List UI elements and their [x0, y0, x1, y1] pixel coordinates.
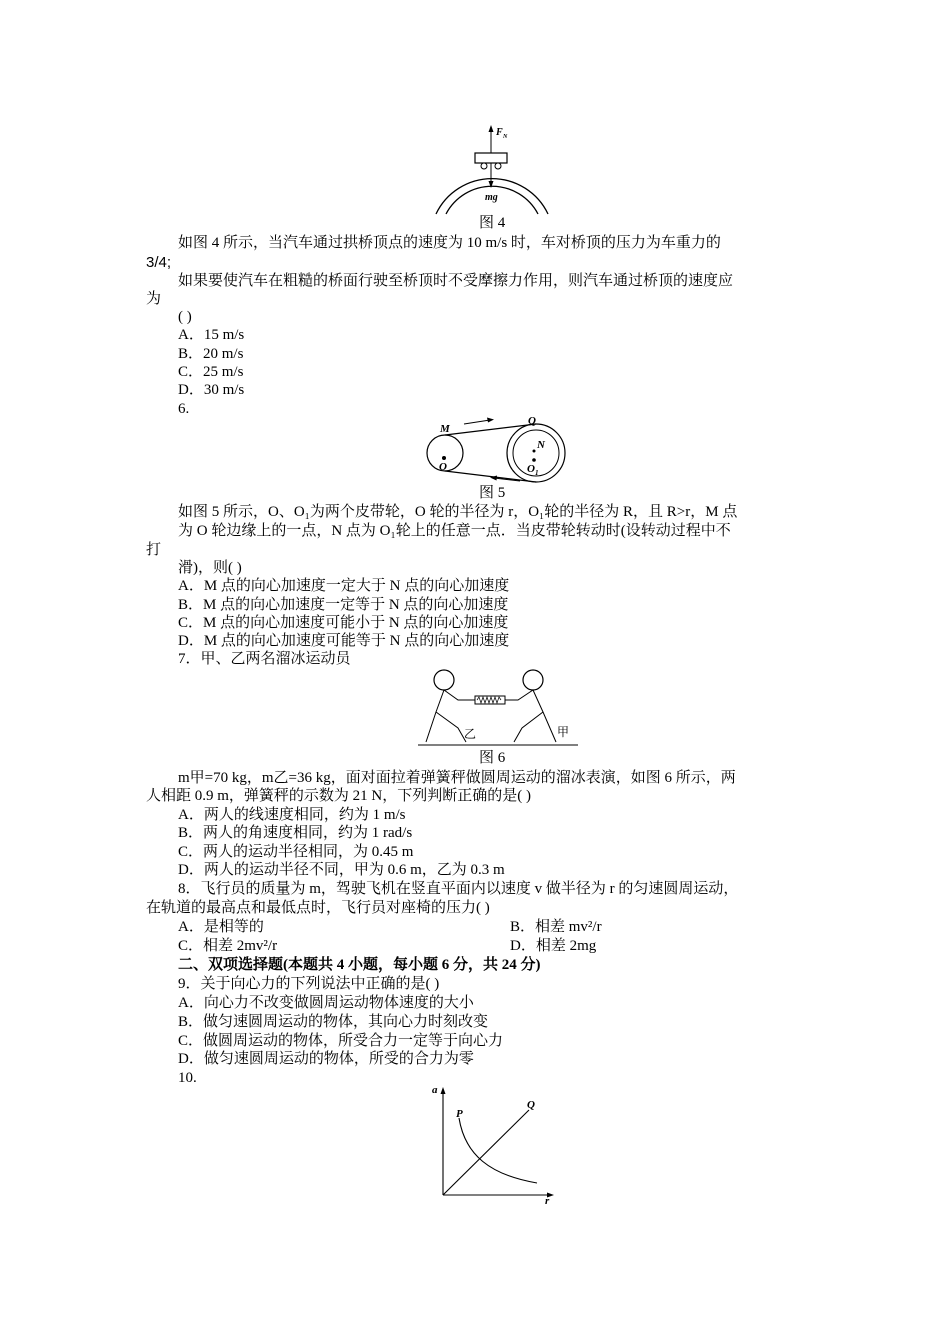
label-jia: 甲	[557, 725, 570, 739]
q5-option-b: B．20 m/s	[178, 346, 244, 362]
q9-option-c: C．做圆周运动的物体，所受合力一定等于向心力	[178, 1033, 504, 1049]
q6-text-line1: 如图 5 所示，O、O₁为两个皮带轮，O 轮的半径为 r，O₁轮的半径为 R，且 R>r，M 点	[178, 504, 738, 520]
figure-6-caption: 图 6	[479, 750, 506, 766]
label-o: O	[439, 461, 447, 473]
q8-option-d: D．相差 2mg	[510, 938, 597, 954]
q8-option-a: A．是相等的	[178, 919, 264, 935]
label-o1-sub: 1	[535, 469, 539, 477]
figure-4-caption: 图 4	[479, 215, 506, 231]
curve-label-p: P	[456, 1108, 463, 1120]
q10-graph-a-vs-r	[425, 1080, 560, 1205]
q7-option-d: D．两人的运动半径不同，甲为 0.6 m，乙为 0.3 m	[178, 862, 505, 878]
q5-option-c: C．25 m/s	[178, 364, 244, 380]
q7-option-a: A．两人的线速度相同，约为 1 m/s	[178, 807, 406, 823]
q7-option-c: C．两人的运动半径相同，为 0.45 m	[178, 844, 414, 860]
q6-text-line2: 为 O 轮边缘上的一点，N 点为 O₁轮上的任意一点．当皮带轮转动时(设转动过程中不	[178, 523, 731, 539]
q8-text-line1: 8．飞行员的质量为 m，驾驶飞机在竖直平面内以速度 v 做半径为 r 的匀速圆周运动，	[178, 881, 739, 897]
q8-text-line2: 在轨道的最高点和最低点时，飞行员对座椅的压力( )	[146, 900, 490, 916]
q5-option-d: D．30 m/s	[178, 382, 245, 398]
q6-text-line4: 滑)，则( )	[178, 560, 242, 576]
q8-option-b: B．相差 mv²/r	[510, 919, 602, 935]
label-m: M	[440, 423, 450, 435]
fn-sub-label: N	[503, 134, 508, 140]
q6-option-d: D．M 点的向心加速度可能等于 N 点的向心加速度	[178, 633, 510, 649]
label-q: Q	[528, 415, 536, 427]
q5-text-line2: 3/4;	[146, 254, 172, 271]
line-label-q: Q	[527, 1099, 535, 1111]
q6-text-line3: 打	[146, 542, 162, 558]
q5-text-line1: 如图 4 所示，当汽车通过拱桥顶点的速度为 10 m/s 时，车对桥顶的压力为车重力的	[178, 235, 721, 251]
fn-label: F	[496, 127, 503, 138]
q6-number: 6.	[178, 401, 190, 417]
q6-option-b: B．M 点的向心加速度一定等于 N 点的向心加速度	[178, 597, 509, 613]
label-yi: 乙	[464, 727, 477, 741]
q7-intro: 7．甲、乙两名溜冰运动员	[178, 651, 351, 667]
axis-label-a: a	[432, 1084, 438, 1096]
q5-answer-bracket: ( )	[178, 309, 192, 325]
q9-text-line1: 9．关于向心力的下列说法中正确的是( )	[178, 976, 440, 992]
q10-number: 10.	[178, 1070, 197, 1086]
q5-text-line4: 为	[146, 291, 162, 307]
q7-text-line1: m甲=70 kg，m乙=36 kg，面对面拉着弹簧秤做圆周运动的溜冰表演，如图 6 所示，两	[178, 770, 736, 786]
q6-option-c: C．M 点的向心加速度可能小于 N 点的向心加速度	[178, 615, 509, 631]
q9-option-b: B．做匀速圆周运动的物体，其向心力时刻改变	[178, 1014, 489, 1030]
label-n: N	[537, 439, 545, 451]
q7-option-b: B．两人的角速度相同，约为 1 rad/s	[178, 825, 413, 841]
q8-option-c: C．相差 2mv²/r	[178, 938, 278, 954]
q9-option-a: A．向心力不改变做圆周运动物体速度的大小	[178, 995, 474, 1011]
figure-5-caption: 图 5	[479, 485, 506, 501]
mg-label: mg	[485, 192, 498, 203]
q5-option-a: A．15 m/s	[178, 327, 245, 343]
figure-6-skaters	[418, 666, 578, 748]
label-o1: O	[527, 463, 535, 475]
q7-text-line2: 人相距 0.9 m，弹簧秤的示数为 21 N，下列判断正确的是( )	[146, 788, 531, 804]
q5-text-line3: 如果要使汽车在粗糙的桥面行驶至桥顶时不受摩擦力作用，则汽车通过桥顶的速度应	[178, 273, 734, 289]
q6-option-a: A．M 点的向心加速度一定大于 N 点的向心加速度	[178, 578, 510, 594]
figure-4-arch-bridge	[430, 120, 560, 215]
figure-5-belt-pulleys	[420, 410, 575, 485]
axis-label-r: r	[545, 1195, 550, 1205]
section-2-title: 二、双项选择题(本题共 4 小题，每小题 6 分，共 24 分)	[178, 957, 541, 973]
q9-option-d: D．做匀速圆周运动的物体，所受的合力为零	[178, 1051, 474, 1067]
